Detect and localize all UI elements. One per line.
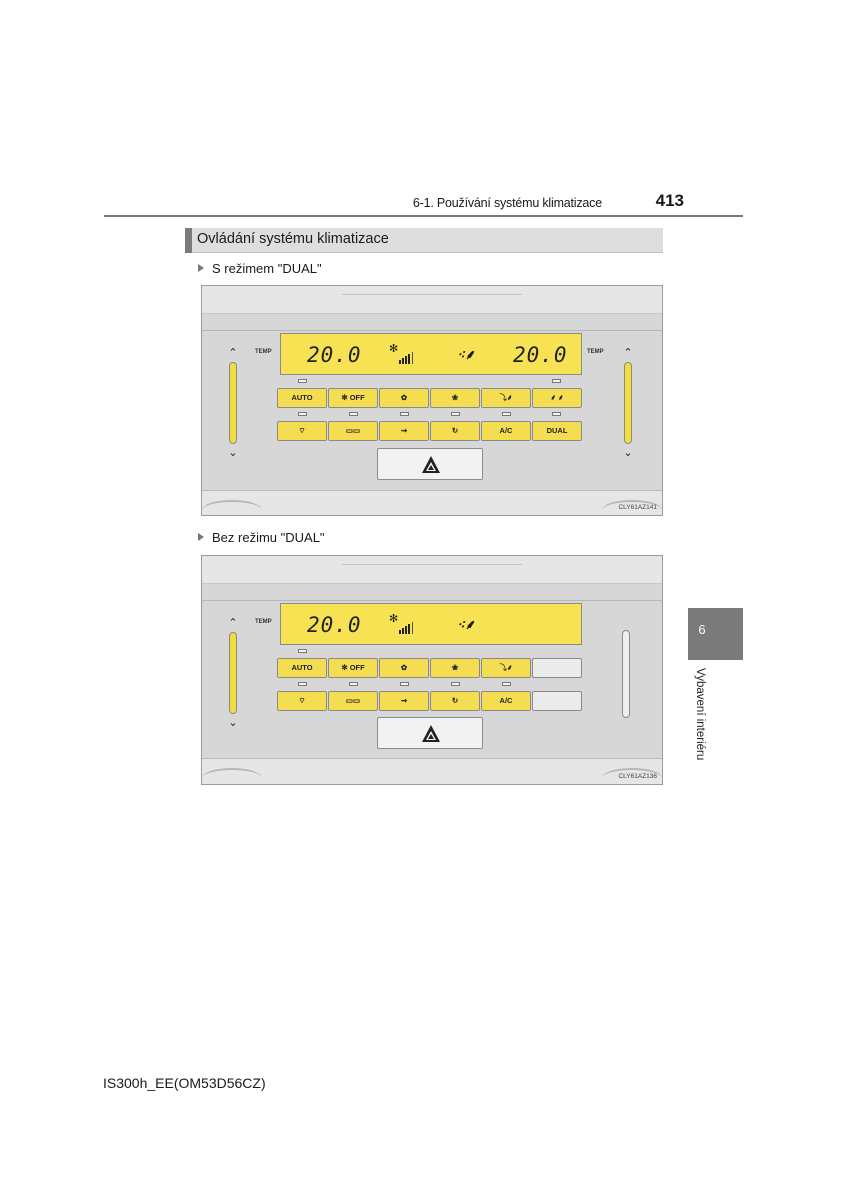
auto-button[interactable]: AUTO — [277, 658, 327, 678]
left-temperature: 20.0 — [307, 613, 362, 637]
indicator-light — [349, 412, 358, 416]
airflow-mode-button[interactable] — [481, 658, 531, 678]
front-defrost-button[interactable] — [277, 421, 327, 441]
temp-up-arrow-icon: ⌃ — [623, 347, 633, 359]
indicator-light — [502, 412, 511, 416]
header-rule — [104, 215, 743, 217]
temp-down-arrow-icon: ⌄ — [228, 447, 238, 459]
left-temp-slider[interactable] — [228, 618, 238, 730]
page-number: 413 — [655, 191, 684, 210]
fan-up-button[interactable] — [430, 658, 480, 678]
recirculation-icon: ↻ — [451, 696, 459, 705]
fan-icon: ✻ — [341, 663, 350, 672]
single-mode-label: Bez režimu "DUAL" — [212, 530, 325, 545]
indicator-light — [349, 682, 358, 686]
indicator-light — [298, 412, 307, 416]
airflow-icon: ⤵⸙ — [499, 663, 513, 672]
rear-defog-icon: ▭▭ — [345, 426, 361, 435]
outside-air-button[interactable] — [379, 691, 429, 711]
temp-label-right: TEMP — [587, 349, 604, 355]
single-mode-panel-figure — [201, 555, 663, 785]
section-heading — [185, 228, 663, 253]
temp-label-left: TEMP — [255, 349, 272, 355]
rear-defog-button[interactable] — [328, 421, 378, 441]
indicator-light — [298, 649, 307, 653]
running-header-title: 6-1. Používání systému klimatizace — [412, 196, 602, 210]
hazard-button[interactable] — [377, 448, 483, 480]
bullet-arrow-icon — [198, 264, 204, 272]
left-temp-slider[interactable] — [228, 348, 238, 460]
fan-small-icon: ✿ — [400, 393, 408, 402]
dual-mode-label: S režimem "DUAL" — [212, 261, 322, 276]
windshield-defrost-icon: ⌔ — [298, 426, 306, 435]
chapter-label: Vybavení interiéru — [694, 668, 706, 761]
indicator-light — [298, 379, 307, 383]
panel-top-trim — [202, 556, 662, 584]
rear-defog-icon: ▭▭ — [345, 696, 361, 705]
indicator-light — [400, 412, 409, 416]
ac-button[interactable]: A/C — [481, 421, 531, 441]
hazard-button[interactable] — [377, 717, 483, 749]
dial-left — [202, 500, 262, 516]
chapter-tab — [688, 608, 743, 660]
climate-display — [280, 603, 582, 645]
fan-up-button[interactable] — [430, 388, 480, 408]
indicator-light — [298, 682, 307, 686]
dual-mode-bullet — [198, 261, 322, 276]
figure-code: CLY61AZ136 — [618, 773, 657, 780]
airflow-dual-button[interactable] — [532, 388, 582, 408]
dual-mode-panel-figure — [201, 285, 663, 516]
bullet-arrow-icon — [198, 533, 204, 541]
airflow-icon: ⤵⸙ — [499, 393, 513, 402]
blank-button — [532, 658, 582, 678]
fan-icon: ✻ — [341, 393, 350, 402]
indicator-light — [451, 682, 460, 686]
rear-defog-button[interactable] — [328, 691, 378, 711]
airflow-mode-icon: ⁖⸙ — [457, 617, 475, 632]
temp-up-arrow-icon: ⌃ — [228, 347, 238, 359]
right-temp-slider[interactable] — [623, 348, 633, 460]
temp-up-arrow-icon: ⌃ — [228, 617, 238, 629]
fan-large-icon: ❀ — [451, 663, 459, 672]
indicator-light — [451, 412, 460, 416]
airflow-mode-icon: ⁖⸙ — [457, 347, 475, 362]
temp-label-left: TEMP — [255, 619, 272, 625]
windshield-defrost-icon: ⌔ — [298, 696, 306, 705]
recirculate-button[interactable] — [430, 421, 480, 441]
fan-large-icon: ❀ — [451, 393, 459, 402]
fan-small-icon: ✿ — [400, 663, 408, 672]
airflow-mode-button[interactable] — [481, 388, 531, 408]
temp-down-arrow-icon: ⌄ — [623, 447, 633, 459]
fan-down-button[interactable] — [379, 388, 429, 408]
panel-top-trim — [202, 286, 662, 314]
left-temperature: 20.0 — [307, 343, 362, 367]
fan-off-button[interactable]: ✻ OFF — [328, 658, 378, 678]
figure-code: CLY61AZ141 — [618, 504, 657, 511]
indicator-light — [400, 682, 409, 686]
indicator-light — [552, 412, 561, 416]
blank-button — [532, 691, 582, 711]
indicator-light — [552, 379, 561, 383]
section-heading-text: Ovládání systému klimatizace — [197, 231, 389, 247]
fan-speed-icon: ✻ — [389, 342, 417, 364]
panel-bottom-trim — [202, 490, 662, 516]
temp-down-arrow-icon: ⌄ — [228, 717, 238, 729]
fan-down-button[interactable] — [379, 658, 429, 678]
auto-button[interactable]: AUTO — [277, 388, 327, 408]
right-temperature: 20.0 — [513, 343, 568, 367]
outside-air-icon: ⇝ — [400, 426, 408, 435]
front-defrost-button[interactable] — [277, 691, 327, 711]
outside-air-button[interactable] — [379, 421, 429, 441]
right-slider-inactive — [621, 630, 631, 720]
footer-model-code: IS300h_EE(OM53D56CZ) — [103, 1075, 266, 1091]
recirculation-icon: ↻ — [451, 426, 459, 435]
dial-left — [202, 768, 262, 785]
dual-button[interactable]: DUAL — [532, 421, 582, 441]
single-mode-bullet — [198, 530, 325, 545]
outside-air-icon: ⇝ — [400, 696, 408, 705]
recirculate-button[interactable] — [430, 691, 480, 711]
fan-off-button[interactable]: ✻ OFF — [328, 388, 378, 408]
section-heading-accent — [185, 228, 192, 253]
fan-speed-icon: ✻ — [389, 612, 417, 634]
ac-button[interactable]: A/C — [481, 691, 531, 711]
climate-display — [280, 333, 582, 375]
indicator-light — [502, 682, 511, 686]
airflow-dual-icon: ⸙ ⸙ — [550, 393, 564, 402]
panel-bottom-trim — [202, 758, 662, 785]
chapter-number: 6 — [698, 622, 706, 637]
